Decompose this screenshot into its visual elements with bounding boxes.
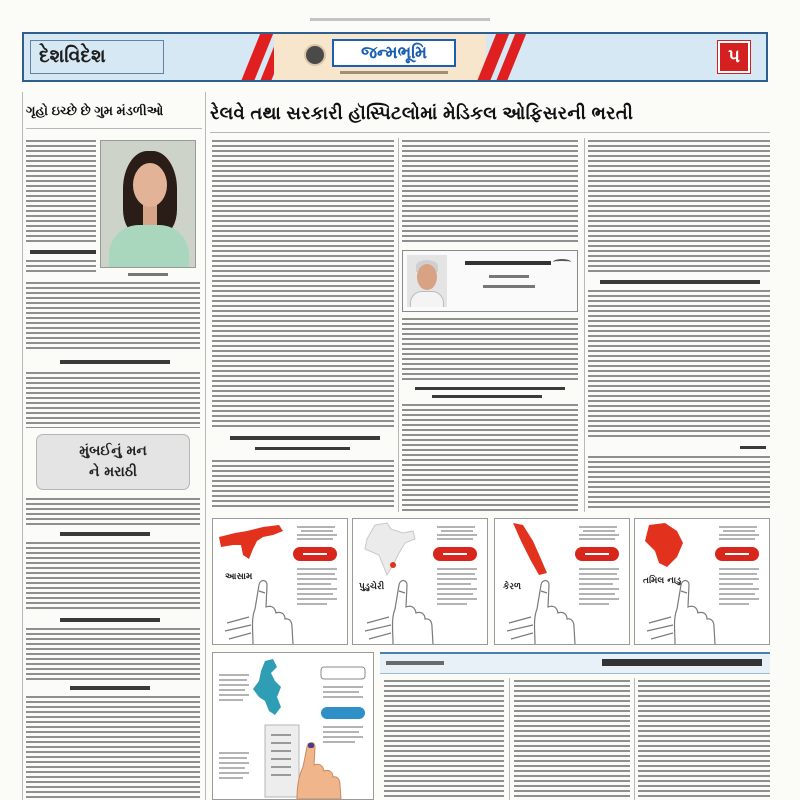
map-panel-graphic: [353, 519, 487, 644]
feature-box-line-1: મુંબઈનું મન: [79, 443, 147, 459]
bottom-article-kicker: [386, 661, 444, 665]
bottom-article-text: [384, 680, 504, 800]
article-text-col-1: [212, 460, 394, 510]
election-map-panel-puducherry: [352, 518, 488, 645]
photo-face: [133, 163, 167, 207]
author-ornament: [553, 259, 571, 265]
column-rule: [634, 678, 635, 800]
article-subhead: [432, 395, 542, 398]
result-badge: [321, 667, 365, 679]
voting-finger-illustration: [225, 581, 293, 645]
left-subhead: [70, 686, 150, 690]
article-text-col-2: [402, 318, 578, 382]
map-panel-text: [579, 569, 619, 604]
bottom-article-text: [514, 680, 630, 800]
column-rule: [398, 138, 399, 512]
map-label: પુડુચેરી: [359, 582, 385, 592]
puducherry-marker: [390, 562, 396, 568]
left-column-rule: [205, 92, 206, 800]
article-subhead: [255, 447, 350, 450]
article-subhead: [740, 446, 766, 449]
left-subhead: [60, 360, 170, 364]
election-map-panel-kerala: [494, 518, 630, 645]
tamil-nadu-map-shape: [645, 523, 683, 567]
columnist-photo: [100, 140, 196, 268]
map-panel-text: [437, 569, 477, 604]
bottom-article-headline: [602, 659, 762, 666]
election-map-panel-assam: [212, 518, 348, 645]
masthead-logo: જન્મભૂમિ: [332, 39, 456, 67]
column-feature-box: [36, 434, 190, 490]
article-text-col-1: [212, 140, 394, 430]
left-subhead: [30, 250, 96, 254]
left-article-text: [26, 498, 200, 526]
result-badge: [321, 707, 365, 719]
left-article-text: [26, 372, 200, 428]
photo-body: [109, 225, 189, 268]
left-column-border: [22, 92, 23, 800]
election-map-panel-bengal: [212, 652, 374, 800]
map-panel-graphic: [635, 519, 769, 644]
bengal-panel-text: [323, 687, 363, 697]
column-rule: [509, 678, 510, 800]
left-article-text: [26, 542, 200, 612]
section-label: દેશવિદેશ: [30, 40, 164, 74]
page-header: [22, 32, 768, 82]
author-box: [402, 250, 578, 312]
bottom-article-text: [638, 680, 770, 800]
map-panel-graphic: [495, 519, 629, 644]
author-photo-face: [417, 264, 437, 290]
article-text-col-3: [588, 456, 770, 510]
article-text-col-2: [402, 140, 578, 244]
article-subhead: [230, 436, 380, 440]
left-article-text: [26, 628, 200, 680]
ink-mark: [308, 743, 314, 748]
left-article-text: [26, 282, 200, 352]
article-text-col-3: [588, 140, 770, 272]
bottom-article-banner: [380, 652, 770, 674]
feature-box-line-2: ને મરાઠી: [88, 464, 137, 480]
article-subhead: [415, 387, 565, 390]
map-panel-text: [719, 527, 759, 539]
kerala-map-shape: [513, 523, 547, 575]
left-headline-rule: [26, 128, 202, 129]
main-headline: રેલવે તથા સરકારી હૉસ્પિટલોમાં મેડિકલ ઓફિસરની ભરતી: [210, 103, 634, 123]
photo-caption: [128, 273, 168, 276]
map-panel-graphic: [213, 519, 347, 644]
masthead: [274, 34, 486, 80]
author-photo: [407, 255, 447, 307]
map-panel-text: [719, 569, 759, 604]
map-panel-text: [297, 569, 337, 604]
author-photo-shirt: [410, 291, 444, 307]
left-subhead: [60, 618, 160, 622]
column-rule: [584, 138, 585, 512]
author-name: [465, 261, 551, 265]
election-map-panel-tamil-nadu: [634, 518, 770, 645]
bengal-panel-graphic: [213, 653, 373, 799]
map-panel-text: [437, 527, 477, 539]
article-text-col-3: [588, 290, 770, 440]
left-article-text: [26, 140, 96, 244]
map-label: આસામ: [225, 572, 253, 582]
bengal-panel-text: [219, 675, 249, 700]
article-text-col-2: [402, 404, 578, 512]
author-affiliation: [483, 285, 535, 288]
west-bengal-map-shape: [253, 659, 281, 715]
left-article-text: [26, 696, 200, 800]
voting-finger-illustration: [297, 743, 341, 800]
top-dateline: [310, 18, 490, 21]
masthead-subline: [340, 71, 448, 74]
left-subhead: [60, 532, 150, 536]
author-designation: [489, 275, 529, 278]
left-article-text: [26, 260, 96, 274]
headline-rule: [210, 132, 770, 133]
masthead-emblem-icon: [304, 44, 326, 66]
india-map-shape: [365, 523, 415, 575]
map-panel-text: [579, 527, 619, 539]
assam-map-shape: [219, 525, 283, 559]
map-label: કેરળ: [503, 582, 522, 592]
left-column-headline: ગૃહો ઇચ્છે છે ગુમ મંડળીઓ: [26, 103, 164, 118]
voting-finger-illustration: [647, 581, 715, 645]
page-number: ૫: [718, 41, 750, 73]
map-panel-text: [297, 527, 337, 539]
map-label: તમિલ નાડુ: [643, 576, 682, 586]
article-subhead: [600, 280, 760, 284]
